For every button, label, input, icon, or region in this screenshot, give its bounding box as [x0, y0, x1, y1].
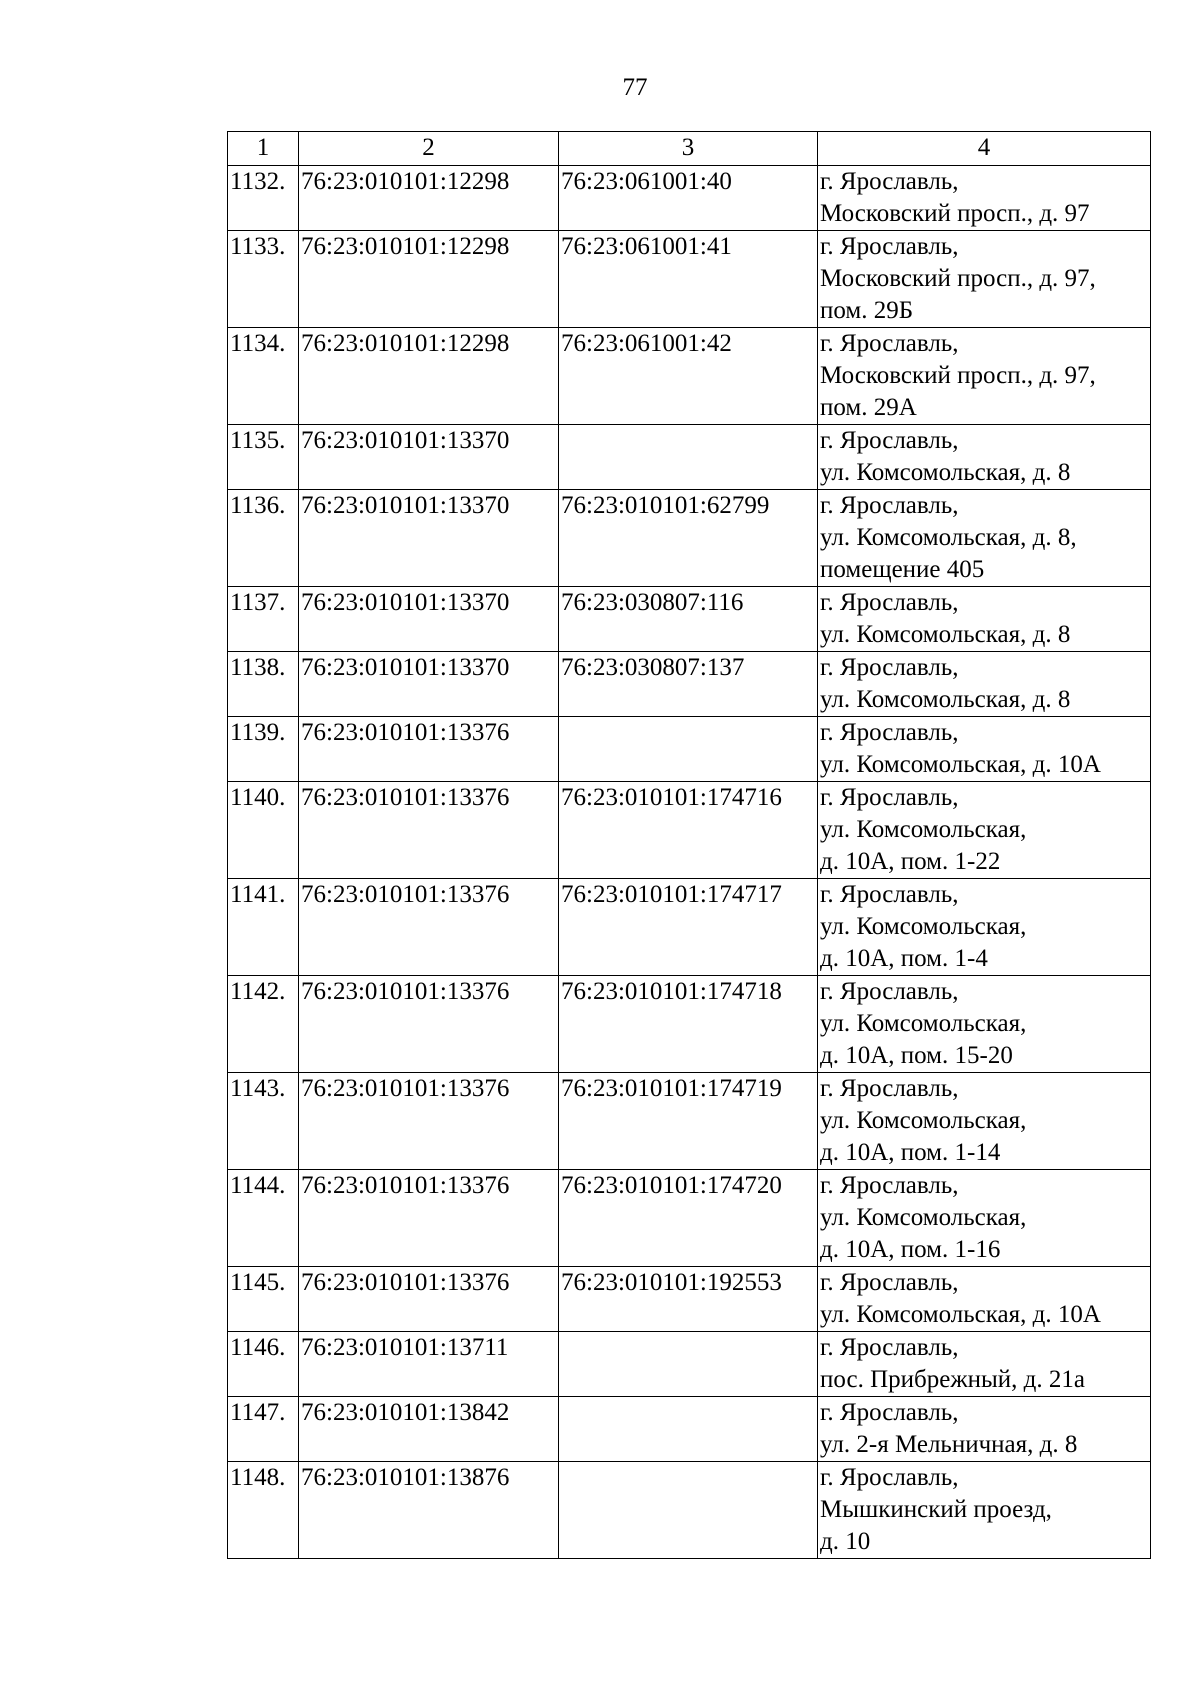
row-number-cell: 1140. — [228, 782, 299, 879]
address-line: д. 10А, пом. 15-20 — [820, 1042, 1013, 1069]
object-number-cell: 76:23:061001:41 — [559, 231, 818, 328]
parcel-number-cell: 76:23:010101:13876 — [299, 1462, 559, 1559]
address-line: г. Ярославль, — [820, 589, 959, 616]
address-line: ул. Комсомольская, д. 10А — [820, 1301, 1101, 1328]
address-line: г. Ярославль, — [820, 1075, 959, 1102]
address-cell — [818, 1267, 1151, 1332]
address-line: д. 10А, пом. 1-16 — [820, 1236, 1001, 1263]
address-line: г. Ярославль, — [820, 1399, 959, 1426]
object-number-cell — [559, 1397, 818, 1462]
object-number-cell: 76:23:010101:174716 — [559, 782, 818, 879]
object-number-cell: 76:23:010101:192553 — [559, 1267, 818, 1332]
object-number-cell — [559, 1332, 818, 1397]
address-line: пос. Прибрежный, д. 21а — [820, 1366, 1085, 1393]
address-cell — [818, 652, 1151, 717]
address-cell — [818, 1397, 1151, 1462]
object-number-cell: 76:23:030807:116 — [559, 587, 818, 652]
page-number: 77 — [622, 74, 648, 101]
table-row — [228, 976, 1151, 1073]
table-row — [228, 1267, 1151, 1332]
address-line: ул. Комсомольская, д. 8 — [820, 686, 1071, 713]
table-row — [228, 490, 1151, 587]
parcel-number-cell: 76:23:010101:13376 — [299, 782, 559, 879]
address-line: ул. Комсомольская, — [820, 1010, 1027, 1037]
row-number-cell: 1143. — [228, 1073, 299, 1170]
parcel-number-cell: 76:23:010101:13376 — [299, 1073, 559, 1170]
address-line: ул. Комсомольская, д. 8, — [820, 524, 1077, 551]
table-row — [228, 1462, 1151, 1559]
address-line: ул. Комсомольская, — [820, 1204, 1027, 1231]
address-line: д. 10А, пом. 1-4 — [820, 945, 988, 972]
address-line: Московский просп., д. 97, — [820, 362, 1096, 389]
table-body — [228, 166, 1151, 1559]
row-number-cell: 1147. — [228, 1397, 299, 1462]
object-number-cell — [559, 1462, 818, 1559]
parcel-number-cell: 76:23:010101:13370 — [299, 587, 559, 652]
address-cell — [818, 717, 1151, 782]
row-number-cell: 1146. — [228, 1332, 299, 1397]
row-number-cell: 1139. — [228, 717, 299, 782]
address-line: пом. 29Б — [820, 297, 914, 324]
table-row — [228, 717, 1151, 782]
table-row — [228, 166, 1151, 231]
address-line: г. Ярославль, — [820, 1334, 959, 1361]
address-line: г. Ярославль, — [820, 1172, 959, 1199]
object-number-cell: 76:23:010101:62799 — [559, 490, 818, 587]
table-header — [228, 132, 1151, 166]
table-row — [228, 1170, 1151, 1267]
address-cell — [818, 1073, 1151, 1170]
header-col-3: 3 — [559, 132, 818, 166]
address-cell — [818, 782, 1151, 879]
table-row — [228, 1073, 1151, 1170]
object-number-cell: 76:23:010101:174718 — [559, 976, 818, 1073]
address-cell — [818, 425, 1151, 490]
object-number-cell — [559, 717, 818, 782]
address-line: г. Ярославль, — [820, 784, 959, 811]
address-line: ул. Комсомольская, — [820, 913, 1027, 940]
table-row — [228, 1332, 1151, 1397]
row-number-cell: 1137. — [228, 587, 299, 652]
address-cell — [818, 231, 1151, 328]
address-line: г. Ярославль, — [820, 168, 959, 195]
address-line: г. Ярославль, — [820, 719, 959, 746]
row-number-cell: 1141. — [228, 879, 299, 976]
address-line: ул. Комсомольская, — [820, 816, 1027, 843]
table-row — [228, 328, 1151, 425]
object-number-cell: 76:23:010101:174720 — [559, 1170, 818, 1267]
address-line: г. Ярославль, — [820, 654, 959, 681]
parcel-number-cell: 76:23:010101:13370 — [299, 652, 559, 717]
address-line: г. Ярославль, — [820, 492, 959, 519]
row-number-cell: 1144. — [228, 1170, 299, 1267]
address-line: ул. Комсомольская, — [820, 1107, 1027, 1134]
address-cell — [818, 490, 1151, 587]
object-number-cell: 76:23:010101:174719 — [559, 1073, 818, 1170]
address-line: г. Ярославль, — [820, 233, 959, 260]
table-row — [228, 879, 1151, 976]
address-cell — [818, 1170, 1151, 1267]
address-cell — [818, 328, 1151, 425]
object-number-cell: 76:23:030807:137 — [559, 652, 818, 717]
parcel-number-cell: 76:23:010101:13370 — [299, 425, 559, 490]
row-number-cell: 1138. — [228, 652, 299, 717]
parcel-number-cell: 76:23:010101:12298 — [299, 166, 559, 231]
address-line: Московский просп., д. 97 — [820, 200, 1090, 227]
row-number-cell: 1133. — [228, 231, 299, 328]
row-number-cell: 1148. — [228, 1462, 299, 1559]
address-line: г. Ярославль, — [820, 881, 959, 908]
address-line: г. Ярославль, — [820, 330, 959, 357]
registry-table — [227, 131, 1151, 1559]
address-cell — [818, 587, 1151, 652]
address-line: г. Ярославль, — [820, 1269, 959, 1296]
address-line: д. 10А, пом. 1-22 — [820, 848, 1001, 875]
address-cell — [818, 1462, 1151, 1559]
address-line: д. 10А, пом. 1-14 — [820, 1139, 1001, 1166]
address-line: пом. 29А — [820, 394, 917, 421]
row-number-cell: 1145. — [228, 1267, 299, 1332]
address-line: Московский просп., д. 97, — [820, 265, 1096, 292]
address-cell — [818, 879, 1151, 976]
address-line: д. 10 — [820, 1528, 871, 1555]
address-line: ул. Комсомольская, д. 8 — [820, 459, 1071, 486]
header-col-2: 2 — [299, 132, 559, 166]
address-line: ул. 2-я Мельничная, д. 8 — [820, 1431, 1078, 1458]
address-line: г. Ярославль, — [820, 427, 959, 454]
address-line: Мышкинский проезд, — [820, 1496, 1052, 1523]
table-row — [228, 425, 1151, 490]
header-col-1: 1 — [228, 132, 299, 166]
address-line: г. Ярославль, — [820, 1464, 959, 1491]
object-number-cell: 76:23:061001:42 — [559, 328, 818, 425]
row-number-cell: 1134. — [228, 328, 299, 425]
table-row — [228, 587, 1151, 652]
parcel-number-cell: 76:23:010101:13376 — [299, 1267, 559, 1332]
parcel-number-cell: 76:23:010101:13376 — [299, 879, 559, 976]
object-number-cell: 76:23:061001:40 — [559, 166, 818, 231]
row-number-cell: 1136. — [228, 490, 299, 587]
address-line: ул. Комсомольская, д. 8 — [820, 621, 1071, 648]
parcel-number-cell: 76:23:010101:13376 — [299, 1170, 559, 1267]
address-line: ул. Комсомольская, д. 10А — [820, 751, 1101, 778]
header-row — [228, 132, 1151, 166]
object-number-cell — [559, 425, 818, 490]
address-cell — [818, 166, 1151, 231]
address-line: г. Ярославль, — [820, 978, 959, 1005]
parcel-number-cell: 76:23:010101:12298 — [299, 231, 559, 328]
parcel-number-cell: 76:23:010101:13376 — [299, 717, 559, 782]
row-number-cell: 1132. — [228, 166, 299, 231]
row-number-cell: 1142. — [228, 976, 299, 1073]
row-number-cell: 1135. — [228, 425, 299, 490]
parcel-number-cell: 76:23:010101:13711 — [299, 1332, 559, 1397]
table-row — [228, 652, 1151, 717]
address-cell — [818, 1332, 1151, 1397]
table-row — [228, 782, 1151, 879]
header-col-4: 4 — [818, 132, 1151, 166]
parcel-number-cell: 76:23:010101:13370 — [299, 490, 559, 587]
parcel-number-cell: 76:23:010101:13376 — [299, 976, 559, 1073]
parcel-number-cell: 76:23:010101:12298 — [299, 328, 559, 425]
parcel-number-cell: 76:23:010101:13842 — [299, 1397, 559, 1462]
address-cell — [818, 976, 1151, 1073]
address-line: помещение 405 — [820, 556, 985, 583]
object-number-cell: 76:23:010101:174717 — [559, 879, 818, 976]
table-row — [228, 1397, 1151, 1462]
table-row — [228, 231, 1151, 328]
